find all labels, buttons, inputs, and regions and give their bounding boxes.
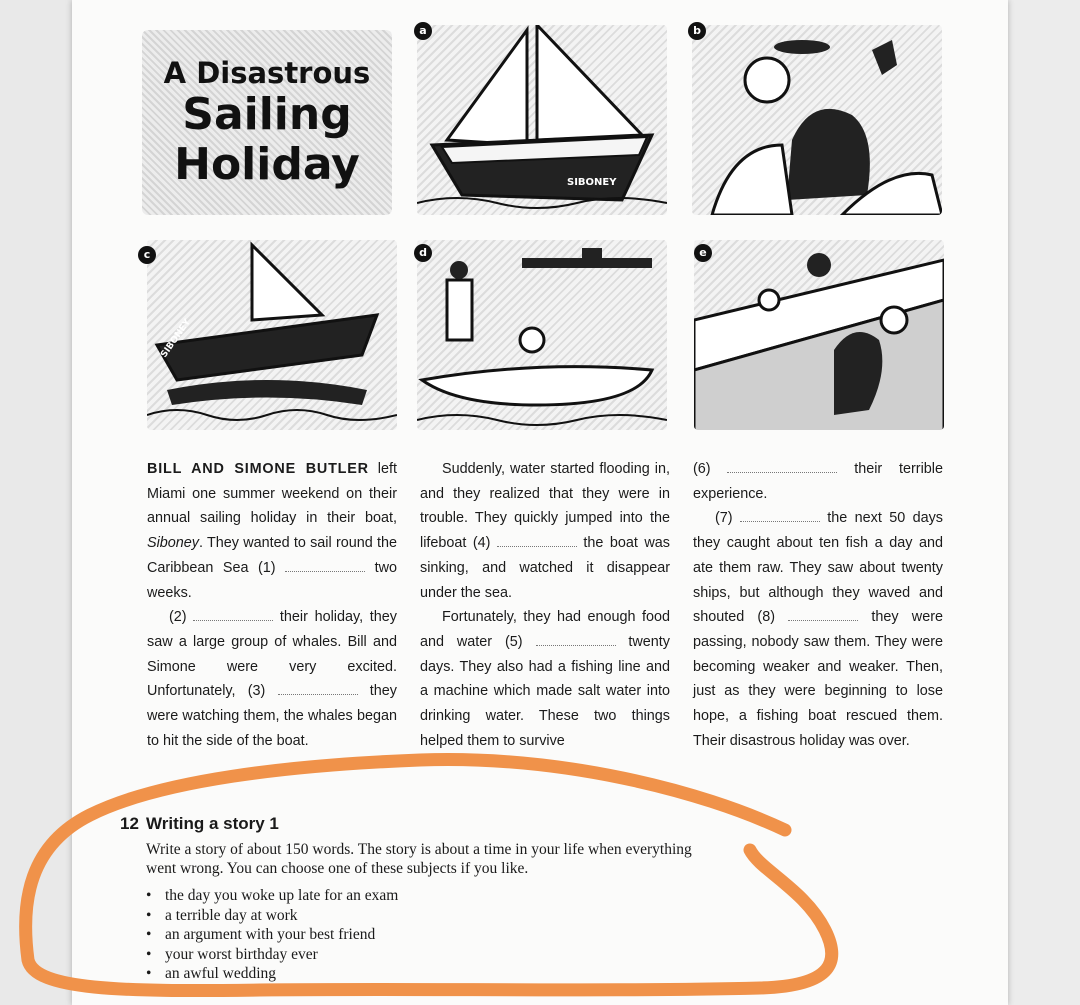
blank-8[interactable]	[788, 610, 858, 621]
list-item: • an awful wedding	[146, 964, 398, 984]
list-item: • a terrible day at work	[146, 906, 398, 926]
exercise-title: Writing a story 1	[146, 814, 279, 833]
list-item: • an argument with your best friend	[146, 925, 398, 945]
picture-label-a: a	[414, 22, 432, 40]
list-item: • the day you woke up late for an exam	[146, 886, 398, 906]
picture-label-e: e	[694, 244, 712, 262]
picture-label-d: d	[414, 244, 432, 262]
list-item: • your worst birthday ever	[146, 945, 398, 965]
picture-a-sailboat	[417, 25, 667, 215]
subject-list	[146, 886, 398, 984]
picture-e-rescue	[694, 240, 944, 430]
picture-label-c: c	[138, 246, 156, 264]
blank-2[interactable]	[193, 610, 273, 621]
story-col1-para2: (2) their holiday, they saw a large group of whales. Bill and Simone were very excited. Unfortunately, (3) they were watching them, the whales began to hit the side of the boat.	[147, 609, 398, 749]
story-column-2	[420, 457, 670, 753]
picture-c-whale	[147, 240, 397, 430]
story-title-block	[142, 30, 392, 215]
exercise-instruction: Write a story of about 150 words. The story is about a time in your life when everything went wrong. You can choose one of these subjects if you like.	[146, 841, 692, 877]
title-line-3: Holiday	[174, 138, 360, 190]
boat-name-a: SIBONEY	[567, 177, 617, 188]
blank-4[interactable]	[497, 536, 577, 547]
story-column-1	[147, 457, 397, 753]
worksheet-page	[72, 0, 1008, 1005]
blank-5[interactable]	[536, 635, 616, 646]
boat-name-italic: Siboney	[147, 535, 200, 552]
story-col2-para2: Fortunately, they had enough food and water (5) twenty days. They also had a fishing line and a machine which made salt water into drinking water. These two things helped them to survive	[420, 609, 670, 749]
boat-name-c: SIBONEY	[159, 317, 194, 360]
story-column-3	[693, 457, 943, 753]
story-col1-para1: BILL AND SIMONE BUTLER left Miami one summer weekend on their annual sailing holiday in their boat, Siboney. They wanted to sail round the Caribbean Sea (1) two weeks.	[147, 461, 397, 601]
blank-6[interactable]	[727, 462, 837, 473]
blank-7[interactable]	[740, 511, 820, 522]
rescue-illustration	[694, 240, 944, 430]
picture-label-b: b	[688, 22, 706, 40]
story-opening-caps: BILL AND SIMONE BUTLER	[147, 461, 369, 477]
exercise-number: 12	[120, 814, 139, 833]
blank-3[interactable]	[278, 684, 358, 695]
people-illustration	[692, 25, 942, 215]
right-margin	[1008, 0, 1080, 1005]
title-line-1: A Disastrous	[163, 55, 371, 90]
sailboat-illustration	[417, 25, 667, 215]
blank-1[interactable]	[285, 561, 365, 572]
title-line-2: Sailing	[182, 88, 352, 140]
story-col3-para1: (6) their terrible experience.	[693, 461, 943, 502]
picture-b-watching	[692, 25, 942, 215]
whale-illustration	[147, 240, 397, 430]
story-col3-para2: (7) the next 50 days they caught about ten fish a day and ate them raw. They saw about twenty ships, but although they waved and shouted (8) they were passing, nobody saw them. They were becoming weaker and weaker. Then, just as they were beginning to lose hope, a fishing boat rescued them. Their disastrous holiday was over.	[693, 510, 943, 749]
picture-d-lifeboat	[417, 240, 667, 430]
story-col2-para1: Suddenly, water started flooding in, and they realized that they were in trouble. They quickly jumped into the lifeboat (4) the boat was sinking, and watched it disappear under the sea.	[420, 461, 670, 601]
lifeboat-illustration	[417, 240, 667, 430]
